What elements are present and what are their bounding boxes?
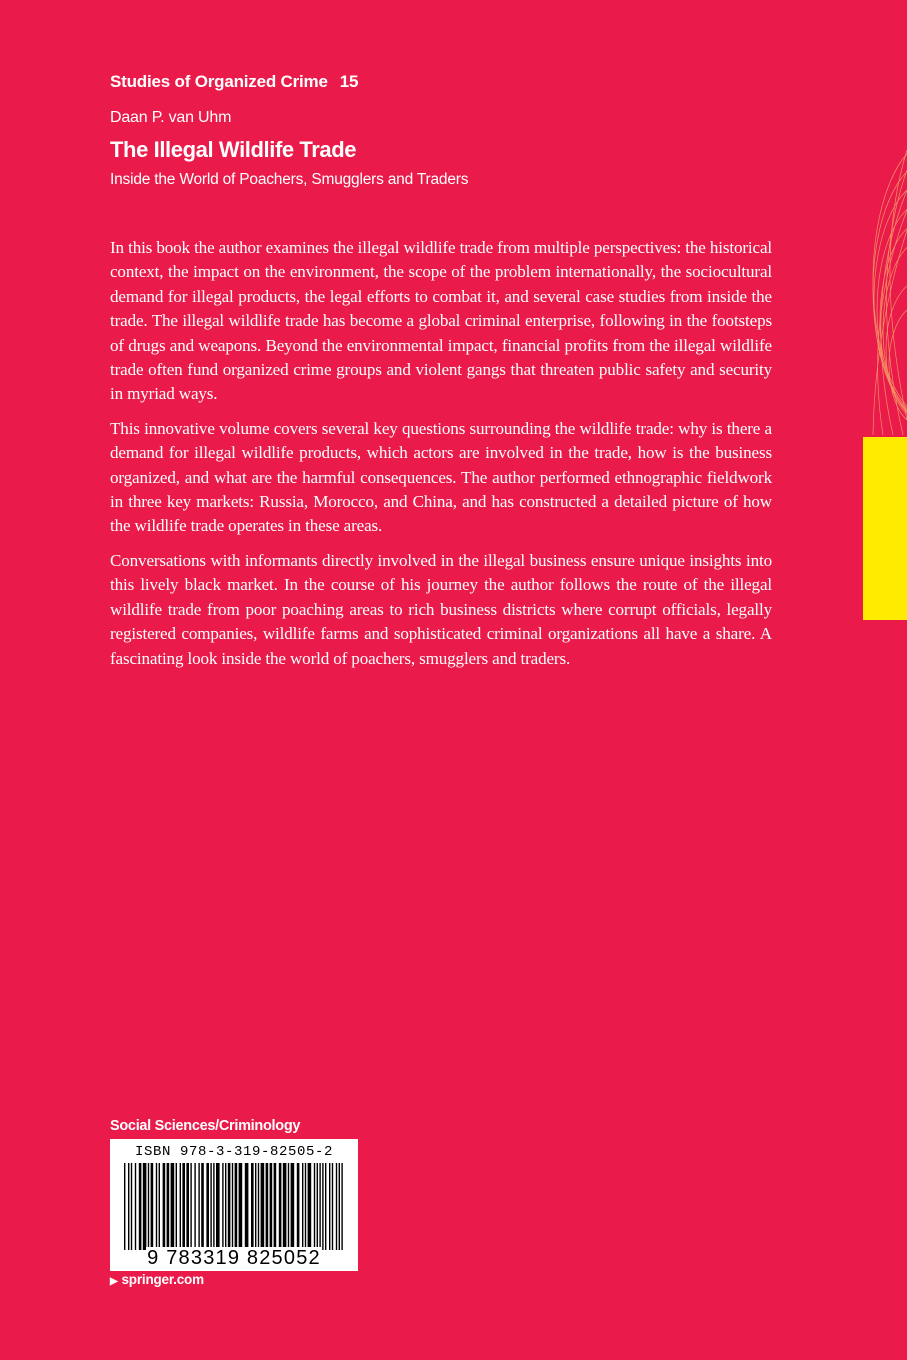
barcode-bar xyxy=(314,1163,315,1250)
barcode-bar xyxy=(255,1163,256,1250)
book-subtitle: Inside the World of Poachers, Smugglers and Traders xyxy=(110,171,469,188)
barcode-bar xyxy=(124,1163,125,1250)
barcode-bar xyxy=(291,1163,295,1250)
barcode-bar xyxy=(336,1163,337,1250)
barcode-bar xyxy=(305,1163,306,1250)
barcode-bar xyxy=(186,1163,189,1250)
description-paragraph: This innovative volume covers several key questions surrounding the wildlife trade: why is there a demand for illegal wildlife products, which actors are involved in the trade, how is the business organized, and what are the harmful consequences. The author performed ethnographic fieldwork in three key markets: Russia, Morocco, and China, and has constructed a detailed picture of how the wildlife trade operates in these areas. xyxy=(110,418,772,536)
barcode-bar xyxy=(261,1163,265,1250)
barcode-bar xyxy=(213,1163,214,1250)
barcode-bar xyxy=(245,1163,249,1250)
description-paragraph: In this book the author examines the illegal wildlife trade from multiple perspectives: the historical context, the impact on the environment, the scope of the problem internationally, the sociocultural demand for illegal products, the legal efforts to combat it, and several case studies from inside the trade. The illegal wildlife trade has become a global criminal enterprise, following in the footsteps of drugs and weapons. Beyond the environmental impact, financial profits from the illegal wildlife trade often fund organized crime groups and violent gangs that threaten public safety and security in myriad ways. xyxy=(110,238,772,404)
barcode-bar xyxy=(297,1163,300,1250)
barcode-bar xyxy=(128,1163,129,1250)
barcode-bar xyxy=(339,1163,340,1250)
barcode-bar xyxy=(332,1163,333,1250)
barcode-bar xyxy=(270,1163,273,1250)
series-name: Studies of Organized Crime xyxy=(110,72,328,91)
barcode-bar xyxy=(148,1163,149,1250)
barcode-bar xyxy=(210,1163,211,1250)
barcode-bar xyxy=(239,1163,243,1250)
barcode-bar xyxy=(235,1163,238,1250)
barcode-bar xyxy=(258,1163,259,1250)
barcode-bar xyxy=(329,1163,330,1250)
decorative-pattern xyxy=(863,0,907,435)
arrow-right-icon: ▶ xyxy=(110,1276,118,1287)
barcode-bar xyxy=(266,1163,269,1250)
barcode-bar xyxy=(232,1163,233,1250)
barcode-bar xyxy=(151,1163,154,1250)
barcode-bar xyxy=(201,1163,204,1250)
yellow-tab xyxy=(863,437,907,620)
barcode-bar xyxy=(143,1163,147,1250)
barcode-bar xyxy=(288,1163,289,1250)
barcode-bar xyxy=(325,1163,326,1250)
barcode-bar xyxy=(180,1163,181,1250)
barcode-bar xyxy=(176,1163,177,1250)
book-title: The Illegal Wildlife Trade xyxy=(110,137,357,162)
series-number: 15 xyxy=(339,72,359,91)
barcode-bar xyxy=(131,1163,132,1250)
barcode-bar xyxy=(279,1163,282,1250)
barcode-bar xyxy=(171,1163,175,1250)
barcode-bar xyxy=(308,1163,312,1250)
publisher-link-text: springer.com xyxy=(121,1272,204,1287)
barcode-bar xyxy=(190,1163,191,1250)
isbn-label: ISBN 978-3-319-82505-2 xyxy=(134,1144,334,1160)
subject-category: Social Sciences/Criminology xyxy=(110,1118,301,1134)
barcode-bar xyxy=(135,1163,136,1250)
barcode-bar xyxy=(341,1163,342,1250)
barcode-bars xyxy=(118,1163,350,1250)
series-heading xyxy=(110,72,358,92)
barcode-bar xyxy=(317,1163,318,1250)
barcode-bar xyxy=(319,1163,320,1250)
author-name: Daan P. van Uhm xyxy=(110,109,232,126)
barcode-bar xyxy=(194,1163,195,1250)
barcode-bar xyxy=(139,1163,142,1250)
barcode-bar xyxy=(228,1163,231,1250)
barcode-bar xyxy=(163,1163,166,1250)
description xyxy=(110,236,772,681)
barcode-bar xyxy=(251,1163,254,1250)
isbn-barcode xyxy=(110,1139,358,1271)
barcode-bar xyxy=(322,1163,323,1250)
barcode-bar xyxy=(283,1163,287,1250)
barcode-bar xyxy=(274,1163,277,1250)
barcode-bar xyxy=(222,1163,223,1250)
barcode-bar xyxy=(156,1163,157,1250)
barcode-bar xyxy=(159,1163,160,1250)
barcode-bar xyxy=(216,1163,220,1250)
barcode-bar xyxy=(225,1163,226,1250)
description-paragraph: Conversations with informants directly involved in the illegal business ensure unique insights into this lively black market. In the course of his journey the author follows the route of the illegal wildlife trade from poor poaching areas to rich business districts where corrupt officials, legally registered companies, wildlife farms and sophisticated criminal organizations all have a share. A fascinating look inside the world of poachers, smugglers and traders. xyxy=(110,550,772,668)
barcode-bar xyxy=(167,1163,170,1250)
publisher-link[interactable] xyxy=(110,1272,204,1287)
barcode-bar xyxy=(302,1163,303,1250)
barcode-bar xyxy=(182,1163,185,1250)
barcode-bar xyxy=(198,1163,199,1250)
barcode-bar xyxy=(206,1163,209,1250)
ean-digits: 9 783319 825052 xyxy=(147,1247,321,1269)
